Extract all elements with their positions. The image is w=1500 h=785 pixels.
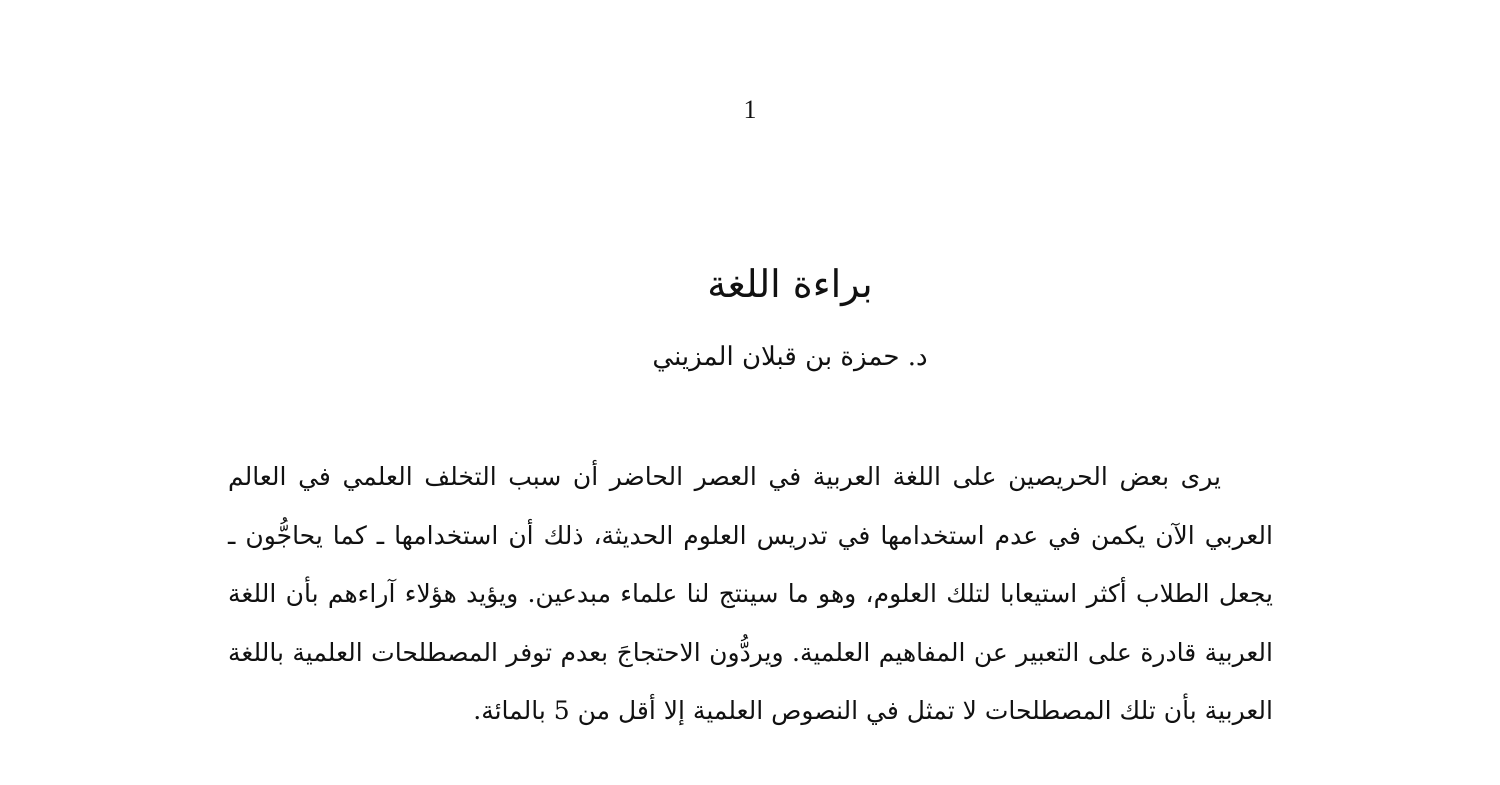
article-body-paragraph: يرى بعض الحريصين على اللغة العربية في العصر الحاضر أن سبب التخلف العلمي في العالم العربي الآن يكمن في عدم استخدامها في تدريس العلوم الحديثة، ذلك أن استخدامها ـ كما يحاجُّون ـ يجعل الطلاب أكثر استيعابا لتلك العلوم، وهو ما سينتج لنا علماء مبدعين. ويؤيد هؤلاء آراءهم بأن اللغة العربية قادرة على التعبير عن المفاهيم العلمية. ويردُّون الاحتجاجَ بعدم توفر المصطلحات العلمية باللغة العربية بأن تلك المصطلحات لا تمثل في النصوص العلمية إلا أقل من 5 بالمائة. <box>228 462 1273 725</box>
article-author: د. حمزة بن قبلان المزيني <box>652 342 928 372</box>
article-title: براءة اللغة <box>707 262 873 306</box>
page-number: 1 <box>743 95 757 124</box>
